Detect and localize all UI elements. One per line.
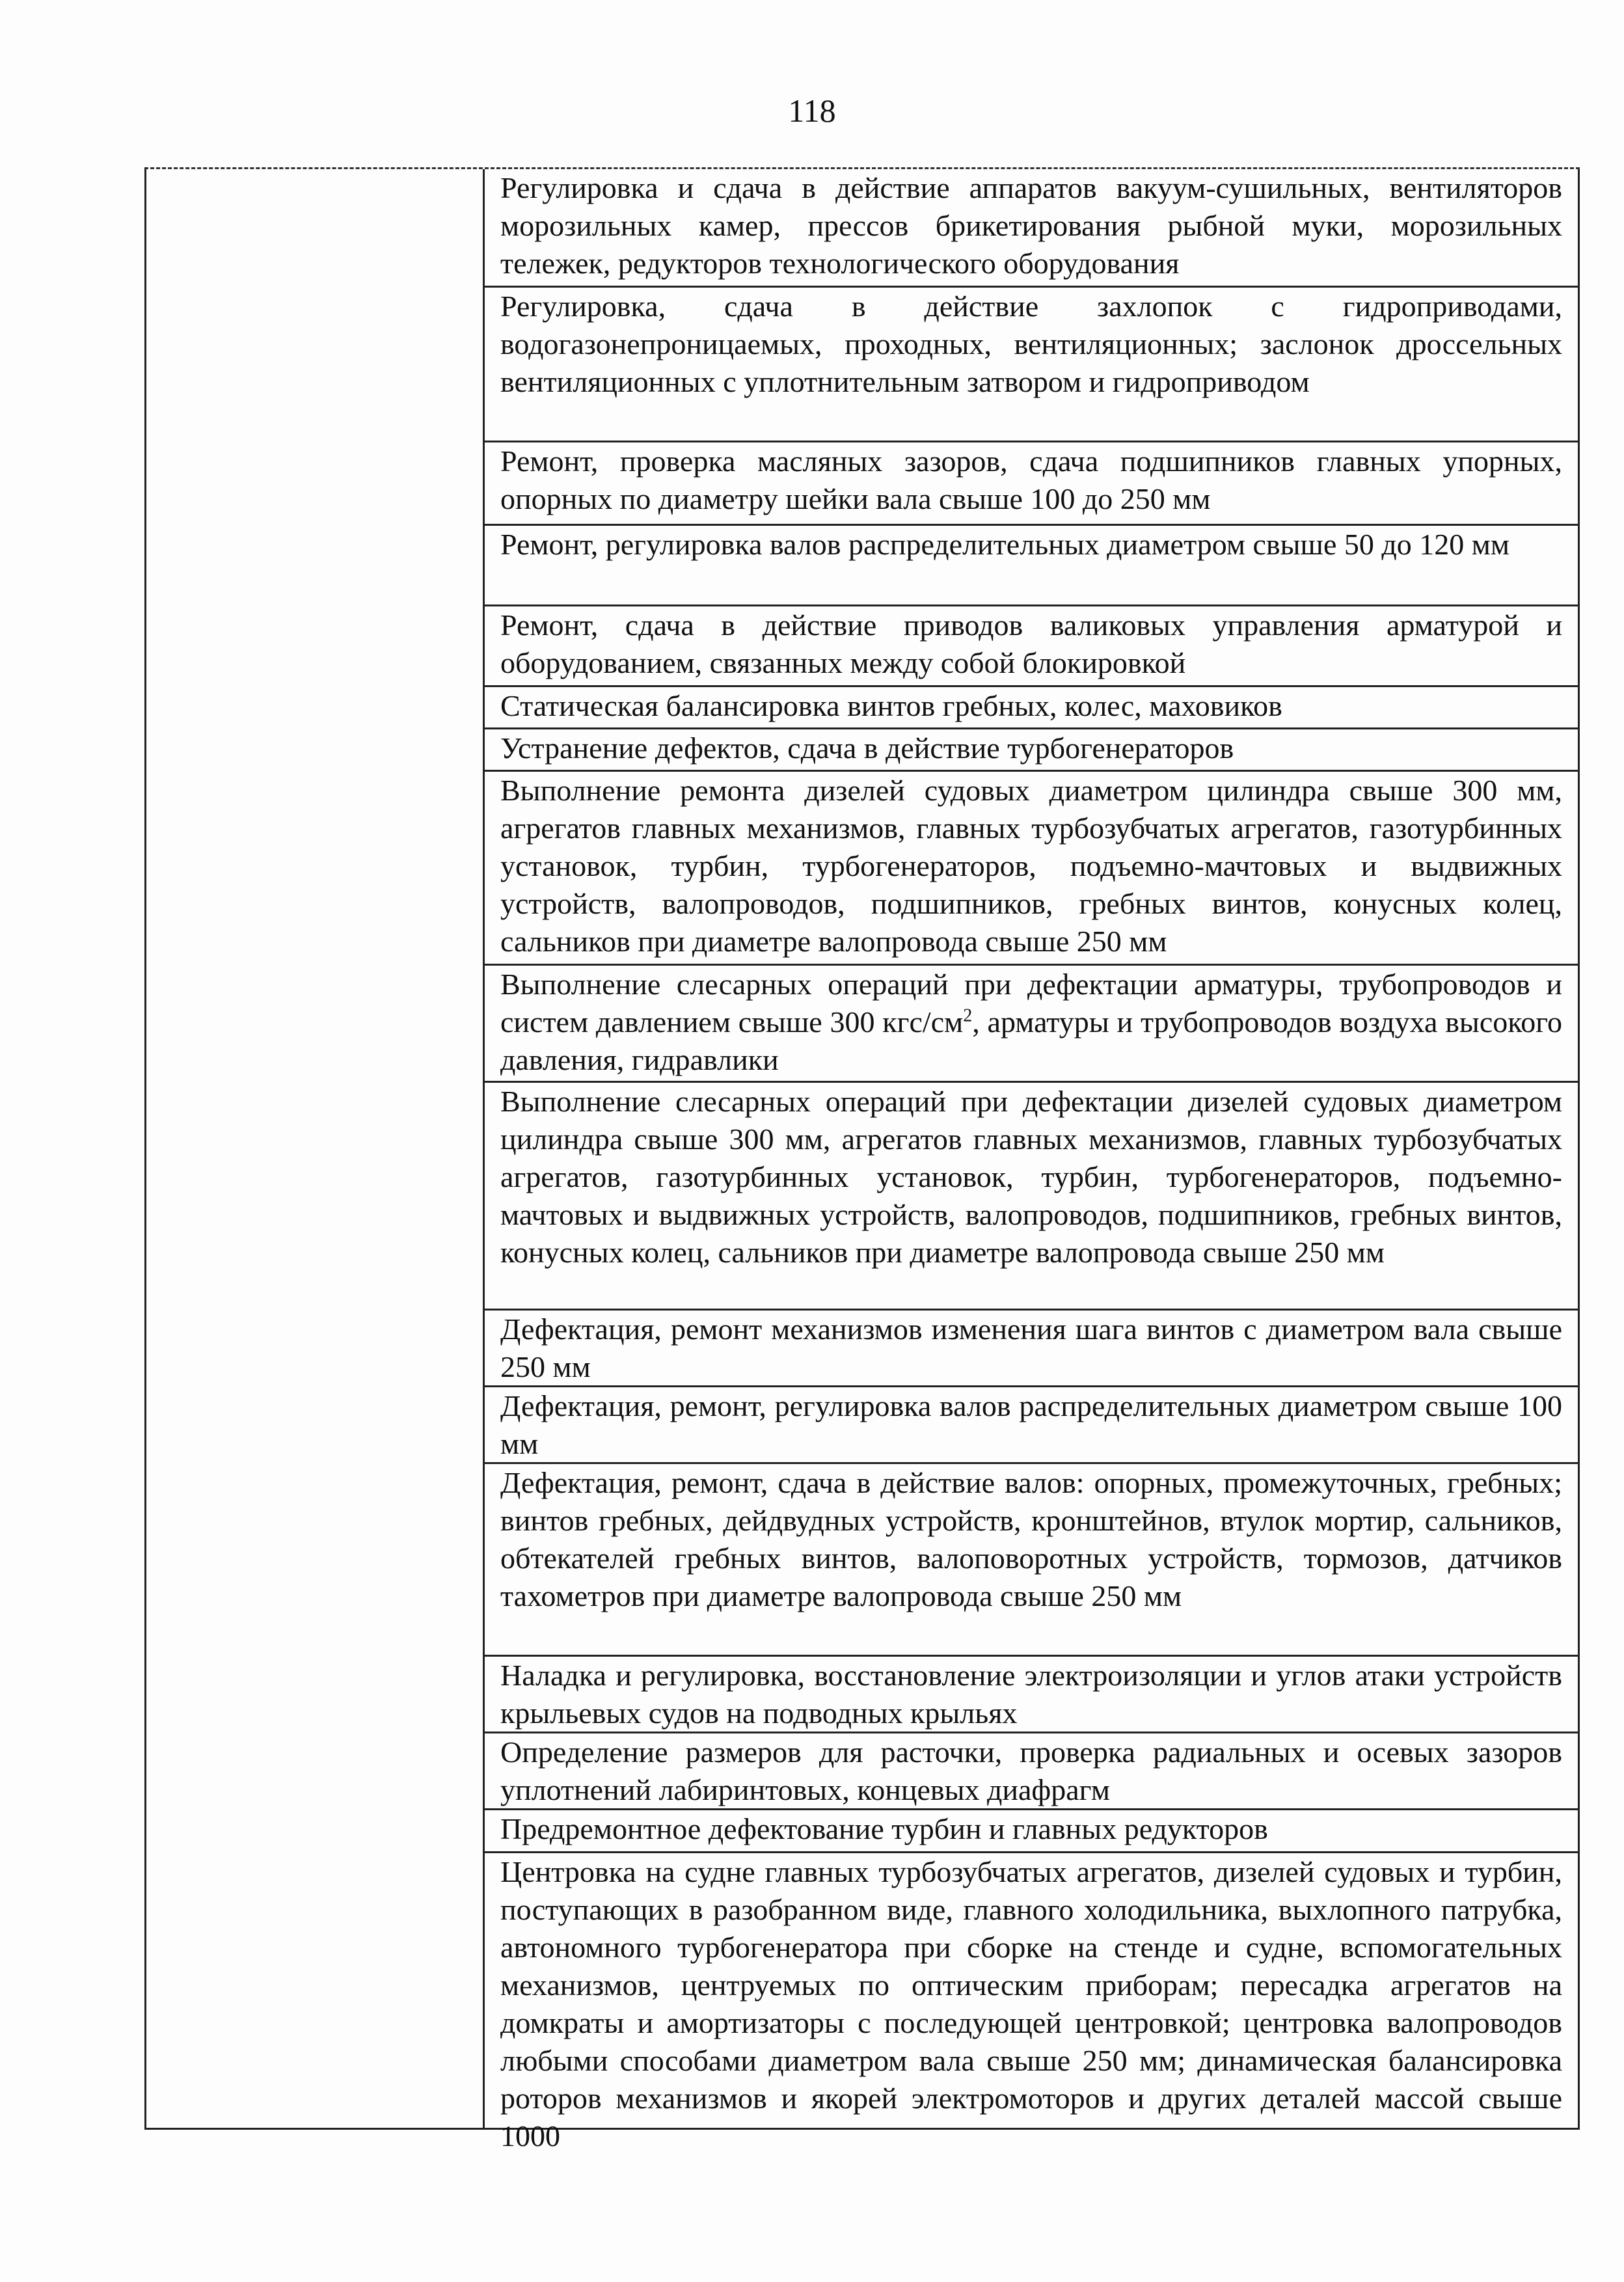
table-row: Выполнение ремонта дизелей судовых диаметром цилиндра свыше 300 мм, агрегатов главных механизмов, главных турбозубчатых агрегатов, газотурбинных установок, турбин, турбогенераторов, подъемно-мачтовых и выдвижных устройств, валопроводов, подшипников, гребных винтов, конусных колец, сальников при диаметре валопровода свыше 250 мм [485, 772, 1578, 966]
table-row: Дефектация, ремонт, сдача в действие валов: опорных, промежуточных, гребных; винтов гребных, дейдвудных устройств, кронштейнов, втулок мортир, сальников, обтекателей гребных винтов, валоповоротных устройств, тормозов, датчиков тахометров при диаметре валопровода свыше 250 мм [485, 1464, 1578, 1657]
table-row: Ремонт, проверка масляных зазоров, сдача подшипников главных упорных, опорных по диаметру шейки вала свыше 100 до 250 мм [485, 442, 1578, 526]
table-row: Ремонт, регулировка валов распределительных диаметром свыше 50 до 120 мм [485, 526, 1578, 606]
row-text-after: , арматуры и трубопроводов воздуха высокого давления, гидравлики [500, 1005, 1562, 1076]
table-row: Предремонтное дефектование турбин и главных редукторов [485, 1810, 1578, 1853]
table-row: Определение размеров для расточки, проверка радиальных и осевых зазоров уплотнений лабиринтовых, концевых диафрагм [485, 1733, 1578, 1810]
work-table [144, 167, 1580, 2153]
table-row: Статическая балансировка винтов гребных, колес, маховиков [485, 687, 1578, 729]
table-row: Регулировка и сдача в действие аппаратов вакуум-сушильных, вентиляторов морозильных камер, прессов брикетирования рыбной муки, морозильных тележек, редукторов технологического оборудования [485, 169, 1578, 288]
table-row: Дефектация, ремонт механизмов изменения шага винтов с диаметром вала свыше 250 мм [485, 1311, 1578, 1387]
empty-left-column [146, 169, 485, 2128]
table-row: Центровка на судне главных турбозубчатых агрегатов, дизелей судовых и турбин, поступающих в разобранном виде, главного холодильника, выхлопного патрубка, автономного турбогенератора при сборке на стенде и судне, вспомогательных механизмов, центруемых по оптическим приборам; пересадка агрегатов на домкраты и амортизаторы с последующей центровкой; центровка валопроводов любыми способами диаметром вала свыше 250 мм; динамическая балансировка роторов механизмов и якорей электромоторов и других деталей массой свыше 1000 [500, 1855, 1562, 2153]
superscript: 2 [963, 1005, 973, 1026]
work-descriptions-column [485, 169, 1580, 2153]
table-row: Регулировка, сдача в действие захлопок с гидроприводами, водогазонепроницаемых, проходных, вентиляционных; заслонок дроссельных вентиляционных с уплотнительным затвором и гидроприводом [485, 288, 1578, 442]
page-number: 118 [788, 92, 836, 129]
table-row [485, 966, 1578, 1083]
table-row: Дефектация, ремонт, регулировка валов распределительных диаметром свыше 100 мм [485, 1387, 1578, 1464]
table-row: Выполнение слесарных операций при дефектации дизелей судовых диаметром цилиндра свыше 300 мм, агрегатов главных механизмов, главных турбозубчатых агрегатов, газотурбинных установок, турбин, турбогенераторов, подъемно-мачтовых и выдвижных устройств, валопроводов, подшипников, гребных винтов, конусных колец, сальников при диаметре валопровода свыше 250 мм [485, 1083, 1578, 1311]
table-row: Ремонт, сдача в действие приводов валиковых управления арматурой и оборудованием, связанных между собой блокировкой [485, 606, 1578, 687]
row-text-before: Выполнение слесарных операций при дефектации арматуры, трубопроводов и систем давлением свыше 300 кгс/см [500, 968, 1562, 1039]
table-row: Устранение дефектов, сдача в действие турбогенераторов [485, 729, 1578, 772]
table-row: Наладка и регулировка, восстановление электроизоляции и углов атаки устройств крыльевых судов на подводных крыльях [485, 1657, 1578, 1733]
